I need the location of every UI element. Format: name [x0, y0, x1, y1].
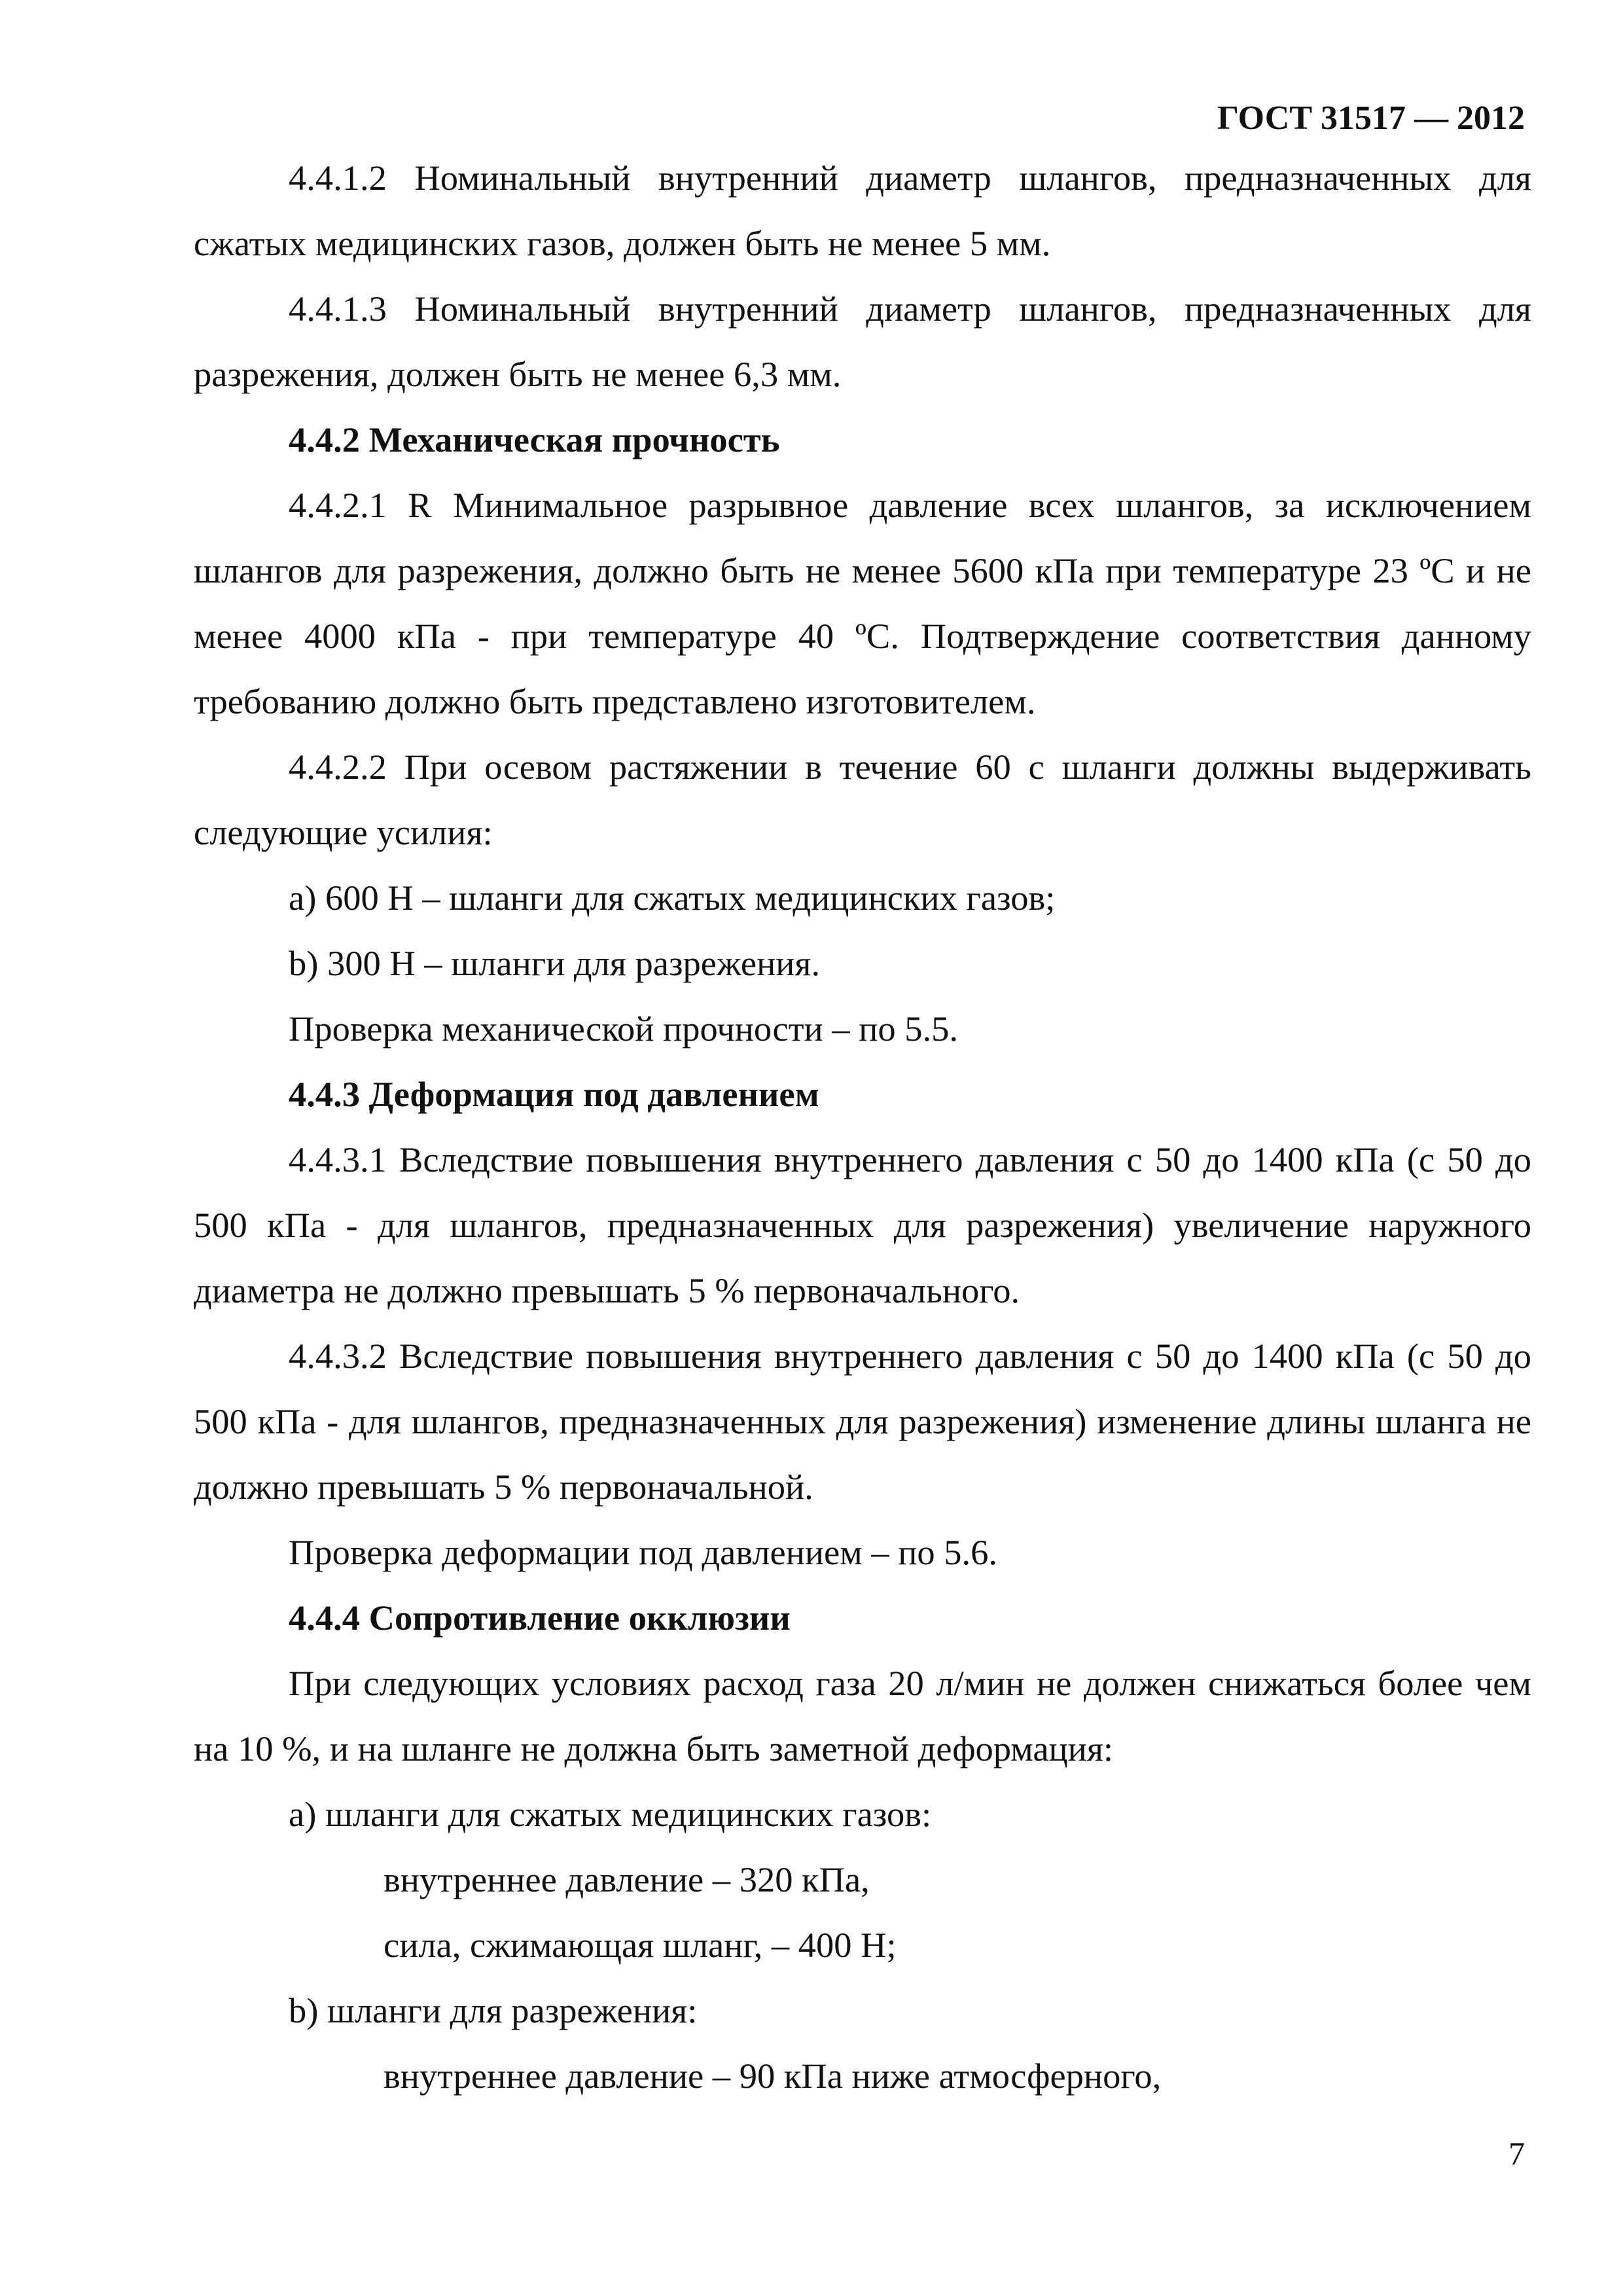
- paragraph-4-4-2-1: 4.4.2.1 R Минимальное разрывное давление всех шлангов, за исключением шлангов для разрежения, должно быть не менее 5600 кПа при температуре 23 ºС и не менее 4000 кПа - при температуре 40 ºС. Подтверждение соответствия данному требованию должно быть представлено изготовителем.: [194, 485, 1531, 721]
- page-number: 7: [1508, 2135, 1525, 2172]
- list-item-a-hoses: a) шланги для сжатых медицинских газов:: [289, 1794, 932, 1834]
- list-subitem-a-pressure: внутреннее давление – 320 кПа,: [383, 1859, 870, 1899]
- paragraph-4-4-4: При следующих условиях расход газа 20 л/мин не должен снижаться более чем на 10 %, и на шланге не должна быть заметной деформация:: [194, 1663, 1531, 1768]
- paragraph-4-4-1-3: 4.4.1.3 Номинальный внутренний диаметр шлангов, предназначенных для разрежения, должен быть не менее 6,3 мм.: [194, 289, 1531, 394]
- check-reference-deformation: Проверка деформации под давлением – по 5.6.: [289, 1532, 998, 1572]
- section-heading-4-4-4: 4.4.4 Сопротивление окклюзии: [289, 1598, 791, 1638]
- section-heading-4-4-3: 4.4.3 Деформация под давлением: [289, 1074, 819, 1114]
- check-reference-strength: Проверка механической прочности – по 5.5.: [289, 1009, 958, 1049]
- paragraph-4-4-3-1: 4.4.3.1 Вследствие повышения внутреннего давления с 50 до 1400 кПа (с 50 до 500 кПа - для шлангов, предназначенных для разрежения) увеличение наружного диаметра не должно превышать 5 % первоначального.: [194, 1139, 1531, 1310]
- paragraph-4-4-1-2: 4.4.1.2 Номинальный внутренний диаметр шлангов, предназначенных для сжатых медицинских газов, должен быть не менее 5 мм.: [194, 158, 1531, 263]
- document-body: [194, 145, 1531, 2109]
- list-item-b-force: b) 300 Н – шланги для разрежения.: [289, 943, 821, 983]
- list-subitem-a-squeeze-force: сила, сжимающая шланг, – 400 Н;: [383, 1925, 897, 1965]
- section-heading-4-4-2: 4.4.2 Механическая прочность: [289, 420, 780, 459]
- list-item-b-hoses: b) шланги для разрежения:: [289, 1990, 698, 2030]
- list-item-a-force: a) 600 Н – шланги для сжатых медицинских газов;: [289, 878, 1056, 918]
- paragraph-4-4-3-2: 4.4.3.2 Вследствие повышения внутреннего давления с 50 до 1400 кПа (с 50 до 500 кПа - для шлангов, предназначенных для разрежения) изменение длины шланга не должно превышать 5 % первоначальной.: [194, 1336, 1531, 1507]
- paragraph-4-4-2-2: 4.4.2.2 При осевом растяжении в течение 60 с шланги должны выдерживать следующие усилия:: [194, 747, 1531, 852]
- list-subitem-b-pressure: внутреннее давление – 90 кПа ниже атмосферного,: [383, 2056, 1162, 2096]
- document-header: ГОСТ 31517 — 2012: [1217, 99, 1525, 137]
